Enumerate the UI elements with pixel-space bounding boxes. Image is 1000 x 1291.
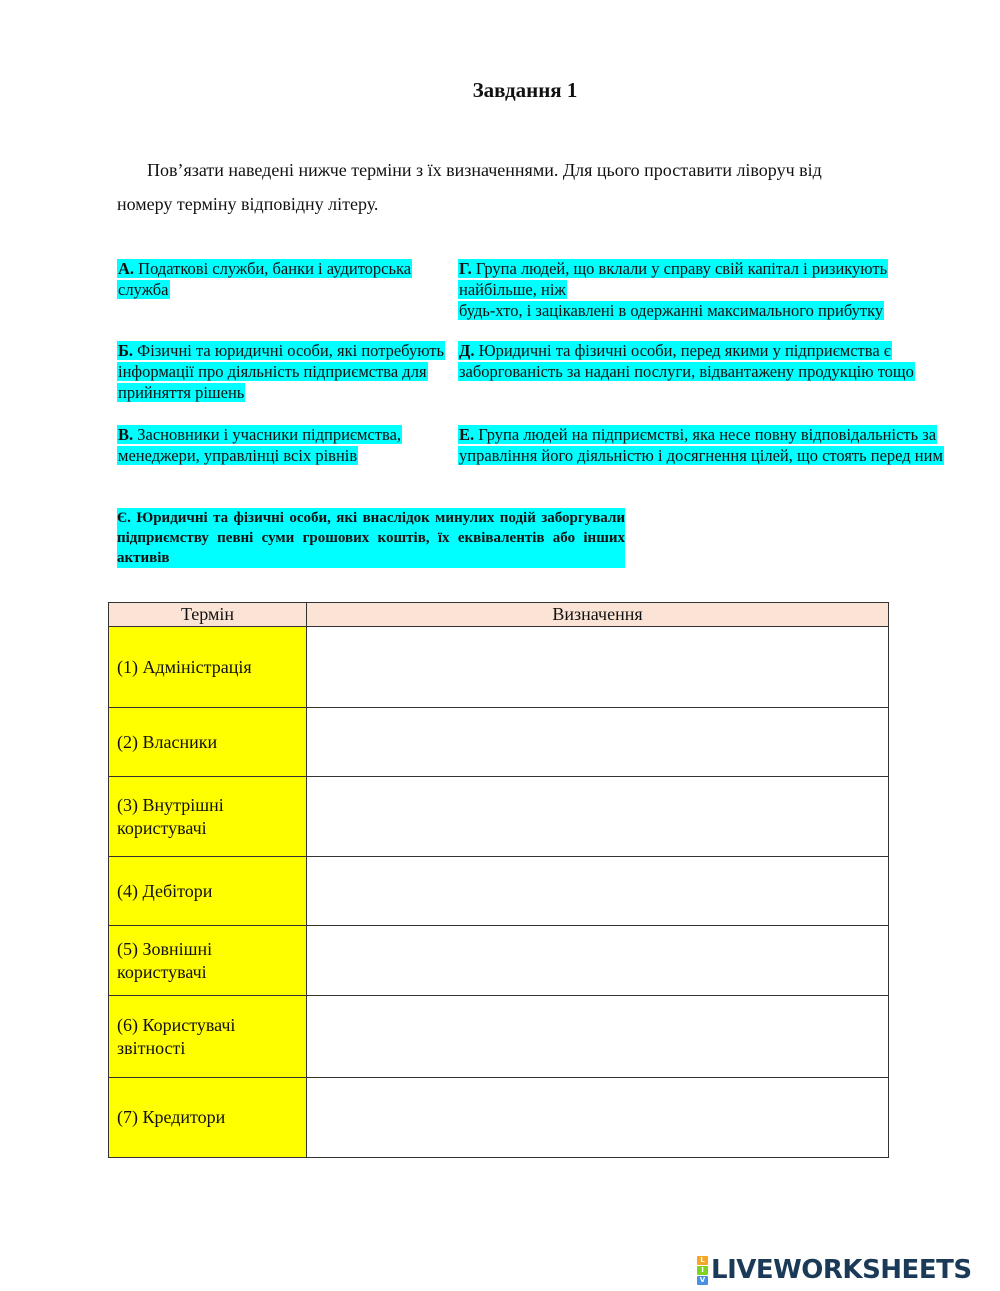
definition-ye[interactable] [117, 508, 625, 568]
definition-d[interactable] [458, 340, 968, 382]
table-row [109, 996, 889, 1078]
instruction-text: Пов’язати наведені нижче терміни з їх визначеннями. Для цього проставити ліворуч від номеру терміну відповідну літеру. [117, 160, 822, 214]
definition-a-letter: А. [118, 259, 135, 278]
definition-g-text: Група людей, що вклали у справу свій капітал і ризикують найбільше, ніж [459, 259, 888, 299]
definition-g-text-line2: будь-хто, і зацікавлені в одержанні максимального прибутку [459, 301, 884, 320]
term-cell: (7) Кредитори [109, 1078, 307, 1158]
logo-block-v: V [697, 1276, 708, 1285]
definition-answer-cell[interactable] [307, 857, 889, 926]
header-definition: Визначення [307, 603, 889, 627]
logo-block-i: I [697, 1266, 708, 1275]
definition-a-text: Податкові служби, банки і аудиторська служба [118, 259, 412, 299]
logo-text: LIVEWORKSHEETS [711, 1255, 972, 1285]
table-header-row [109, 603, 889, 627]
definition-answer-cell[interactable] [307, 777, 889, 857]
logo-block-l: L [697, 1256, 708, 1265]
definition-e[interactable] [458, 424, 968, 466]
definition-d-text: Юридичні та фізичні особи, перед якими у підприємства є заборгованість за надані послуги, відвантажену продукцію тощо [459, 341, 914, 381]
term-cell: (3) Внутрішні користувачі [109, 777, 307, 857]
term-cell: (5) Зовнішні користувачі [109, 926, 307, 996]
definition-answer-cell[interactable] [307, 996, 889, 1078]
definition-v-text: Засновники і учасники підприємства, менеджери, управлінці всіх рівнів [118, 425, 402, 465]
definition-b-letter: Б. [118, 341, 134, 360]
table-row [109, 926, 889, 996]
table-row [109, 777, 889, 857]
term-cell: (6) Користувачі звітності [109, 996, 307, 1078]
page-title: Завдання 1 [472, 78, 578, 102]
definition-g[interactable] [458, 258, 968, 321]
definition-e-text: Група людей на підприємстві, яка несе повну відповідальність за управління його діяльністю і досягнення цілей, що стоять перед ним [459, 425, 943, 465]
liveworksheets-logo [697, 1255, 972, 1285]
definition-ye-text: Юридичні та фізичні особи, які внаслідок минулих подій заборгували підприємству певні суми грошових коштів, їх еквівалентів або інших активів [117, 510, 625, 566]
definition-v-letter: В. [118, 425, 134, 444]
definition-d-letter: Д. [459, 341, 475, 360]
definition-b[interactable] [117, 340, 447, 403]
term-cell: (4) Дебітори [109, 857, 307, 926]
logo-blocks-icon [697, 1256, 708, 1285]
definition-g-letter: Г. [459, 259, 472, 278]
table-row [109, 708, 889, 777]
definition-e-letter: Е. [459, 425, 475, 444]
definition-b-text: Фізичні та юридичні особи, які потребують інформації про діяльність підприємства для прийняття рішень [118, 341, 445, 402]
definition-answer-cell[interactable] [307, 926, 889, 996]
definition-answer-cell[interactable] [307, 708, 889, 777]
definition-v[interactable] [117, 424, 437, 466]
definition-ye-letter: Є. [117, 510, 131, 526]
term-cell: (1) Адміністрація [109, 627, 307, 708]
definition-answer-cell[interactable] [307, 627, 889, 708]
definition-a[interactable] [117, 258, 417, 300]
term-cell: (2) Власники [109, 708, 307, 777]
definition-answer-cell[interactable] [307, 1078, 889, 1158]
table-row [109, 627, 889, 708]
table-row [109, 1078, 889, 1158]
header-term: Термін [109, 603, 307, 627]
table-row [109, 857, 889, 926]
matching-table [108, 602, 889, 1158]
